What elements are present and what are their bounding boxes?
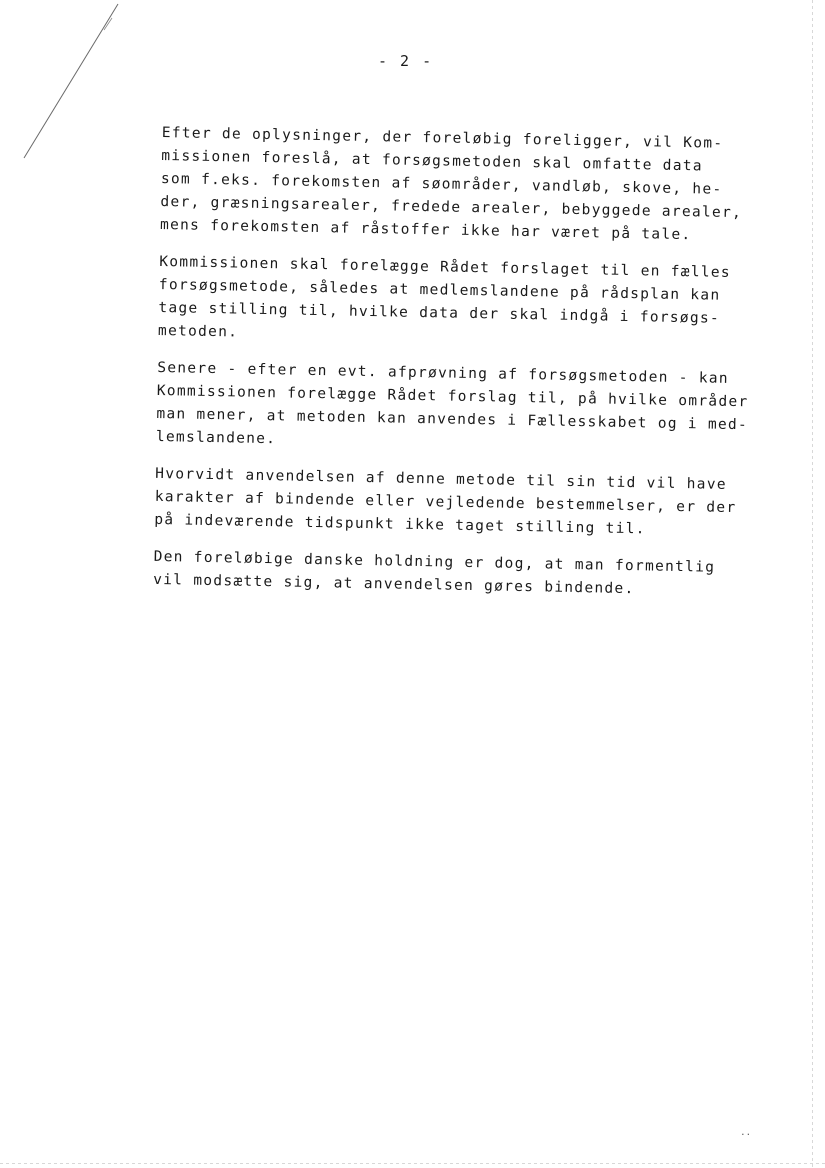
paragraph: [160, 122, 752, 248]
scan-right-edge: [812, 0, 813, 1168]
text-line: forsøgsmetode, således at medlemslandene på rådsplan kan: [158, 276, 721, 304]
text-line: mens forekomsten af råstoffer ikke har været på tale.: [159, 216, 692, 244]
text-line: Senere - efter en evt. afprøvning af forsøgsmetoden - kan: [157, 359, 730, 387]
text-line: på indeværende tidspunkt ikke taget stilling til.: [154, 511, 646, 538]
page-number: - 2 -: [378, 52, 434, 70]
text-line: metoden.: [157, 322, 239, 341]
body-text: [153, 122, 752, 617]
paragraph: [156, 357, 748, 460]
text-line: man mener, at metoden kan anvendes i Fællesskabet og i med-: [156, 405, 749, 434]
paragraph: [153, 546, 744, 603]
text-line: Efter de oplysninger, der foreløbig foreligger, vil Kom-: [161, 124, 724, 152]
text-line: der, græsningsarealer, fredede arealer, bebyggede arealer,: [160, 193, 743, 222]
text-line: som f.eks. forekomsten af søområder, vandløb, skove, he-: [160, 170, 723, 198]
text-line: missionen foreslå, at forsøgsmetoden skal omfatte data: [161, 147, 704, 175]
scan-specks: ..: [740, 1128, 751, 1138]
text-line: karakter af bindende eller vejledende bestemmelser, er der: [154, 488, 737, 517]
text-line: Kommissionen skal forelægge Rådet forslaget til en fælles: [159, 253, 732, 281]
scan-bottom-edge: [0, 1163, 825, 1164]
text-line: vil modsætte sig, at anvendelsen gøres bindende.: [153, 571, 635, 598]
text-line: Hvorvidt anvendelsen af denne metode til sin tid vil have: [155, 465, 727, 493]
paragraph: [158, 251, 750, 354]
text-line: Den foreløbige danske holdning er dog, at man formentlig: [153, 548, 716, 576]
text-line: Kommissionen forelægge Rådet forslag til, på hvilke områder: [156, 382, 749, 411]
text-line: lemslandene.: [155, 428, 277, 448]
paragraph: [154, 463, 745, 543]
text-line: tage stilling til, hvilke data der skal indgå i forsøgs-: [158, 299, 721, 327]
